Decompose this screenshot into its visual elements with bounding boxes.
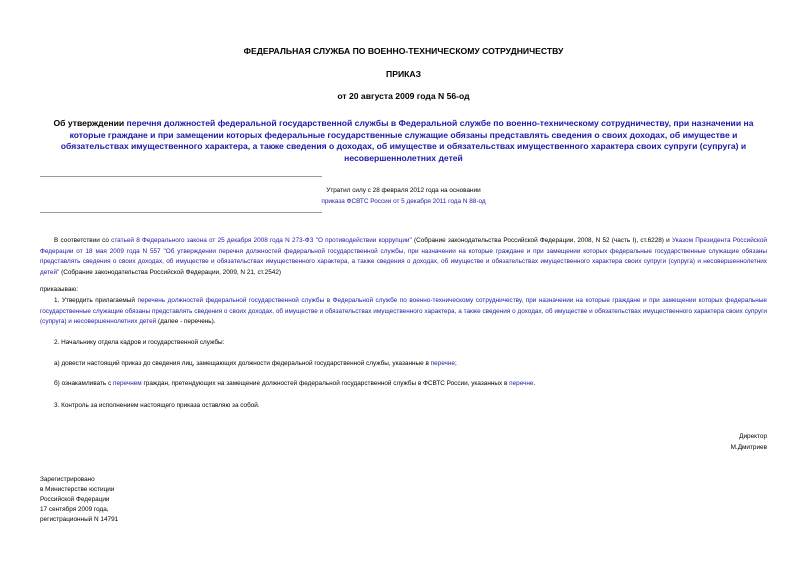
item-3-paragraph: 3. Контроль за исполнением настоящего приказа оставляю за собой. <box>54 402 260 409</box>
item-2b-text-2: граждан, претендующих на замещение должностей федеральной государственной службы в ФСВТС России, указанных в <box>141 380 510 387</box>
status-note <box>160 185 647 207</box>
decree-557-link[interactable]: Указом Президента Российской Федерации от 18 мая 2009 года N 557 "Об утверждении перечня должностей федеральной государственной службы, при назначении на которые граждане и при замещении которых федеральные государственные служащие обязаны представлять сведения о своих доходах, об имуществе и обязательствах имущественного характера, а также сведения о доходах, об имуществе и обязательствах имущественного характера своих супруги (супруга) и несовершеннолетних детей" <box>40 237 767 276</box>
signature-block <box>731 432 767 453</box>
preamble-text-2: (Собрание законодательства Российской Федерации, 2008, N 52 (часть I), ст.6228) и <box>411 237 672 244</box>
item-2a-paragraph <box>40 359 767 370</box>
registration-line-4: 17 сентября 2009 года, <box>40 506 109 513</box>
document-title <box>40 118 767 164</box>
divider-bottom <box>40 212 322 213</box>
signature-name: М.Дмитриев <box>730 443 767 451</box>
list-link-2a[interactable]: перечне <box>430 360 455 367</box>
preamble-paragraph <box>40 236 767 278</box>
agency-heading: ФЕДЕРАЛЬНАЯ СЛУЖБА ПО ВОЕННО-ТЕХНИЧЕСКОМУ СОТРУДНИЧЕСТВУ <box>243 46 564 56</box>
status-order-link[interactable]: приказа ФСВТС России от 5 декабря 2011 года N 88-од <box>321 198 486 205</box>
item-2-paragraph: 2. Начальнику отдела кадров и государственной службы: <box>54 339 225 346</box>
divider-top <box>40 176 322 177</box>
registration-line-3: Российской Федерации <box>40 496 110 503</box>
status-line: Утратил силу с 28 февраля 2012 года на основании <box>326 187 481 194</box>
order-word: приказываю: <box>40 286 78 293</box>
preamble-text-1: В соответствии со <box>54 237 112 244</box>
item-1-paragraph <box>40 296 767 328</box>
registration-line-1: Зарегистрировано <box>40 476 95 483</box>
item-1-text-2: (далее - перечень). <box>156 318 216 325</box>
title-prefix: Об утверждении <box>53 118 127 128</box>
registration-block <box>40 475 118 525</box>
item-1-text-1: 1. Утвердить прилагаемый <box>54 297 138 304</box>
list-link-2b-2[interactable]: перечне <box>509 380 534 387</box>
list-link[interactable]: перечень должностей федеральной государственной службы в Федеральной службе по военно-техническому сотрудничеству, при назначении на которые граждане и при замещении которых федеральные государственные служащие обязаны представлять сведения о своих доходах, об имуществе и обязательствах имущественного характера, а также сведения о доходах, об имуществе и обязательствах имущественного характера своих супруги (супруга) и несовершеннолетних детей <box>40 297 767 325</box>
law-273-link[interactable]: статьей 8 Федерального закона от 25 декабря 2008 года N 273-ФЗ "О противодействии коррупции" <box>111 237 412 244</box>
item-2b-text-1: б) ознакамливать с <box>54 380 113 387</box>
doc-type-heading: ПРИКАЗ <box>386 69 421 79</box>
item-2b-paragraph <box>40 379 767 390</box>
item-2b-text-3: . <box>533 380 536 387</box>
registration-line-5: регистрационный N 14791 <box>40 516 119 523</box>
preamble-text-3: (Собрание законодательства Российской Федерации, 2009, N 21, ст.2542) <box>59 268 282 276</box>
title-list-link[interactable]: перечня должностей федеральной государственной службы в Федеральной службе по военно-техническому сотрудничеству, при назначении на которые граждане и при замещении которых федеральные государственные служащие обязаны представлять сведения о своих доходах, об имуществе и обязательствах имущественного характера, а также сведения о доходах, об имуществе и обязательствах имущественного характера своих супруги (супруга) и несовершеннолетних детей <box>60 118 754 163</box>
item-2a-text-1: а) довести настоящий приказ до сведения лиц, замещающих должности федеральной государственной службы, указанные в <box>54 360 431 367</box>
item-2a-text-2: ; <box>454 360 457 367</box>
list-link-2b-1[interactable]: перечнем <box>112 380 142 387</box>
registration-line-2: в Министерстве юстиции <box>40 486 115 493</box>
signature-position: Директор <box>739 433 767 440</box>
date-number-heading: от 20 августа 2009 года N 56-од <box>337 91 470 101</box>
